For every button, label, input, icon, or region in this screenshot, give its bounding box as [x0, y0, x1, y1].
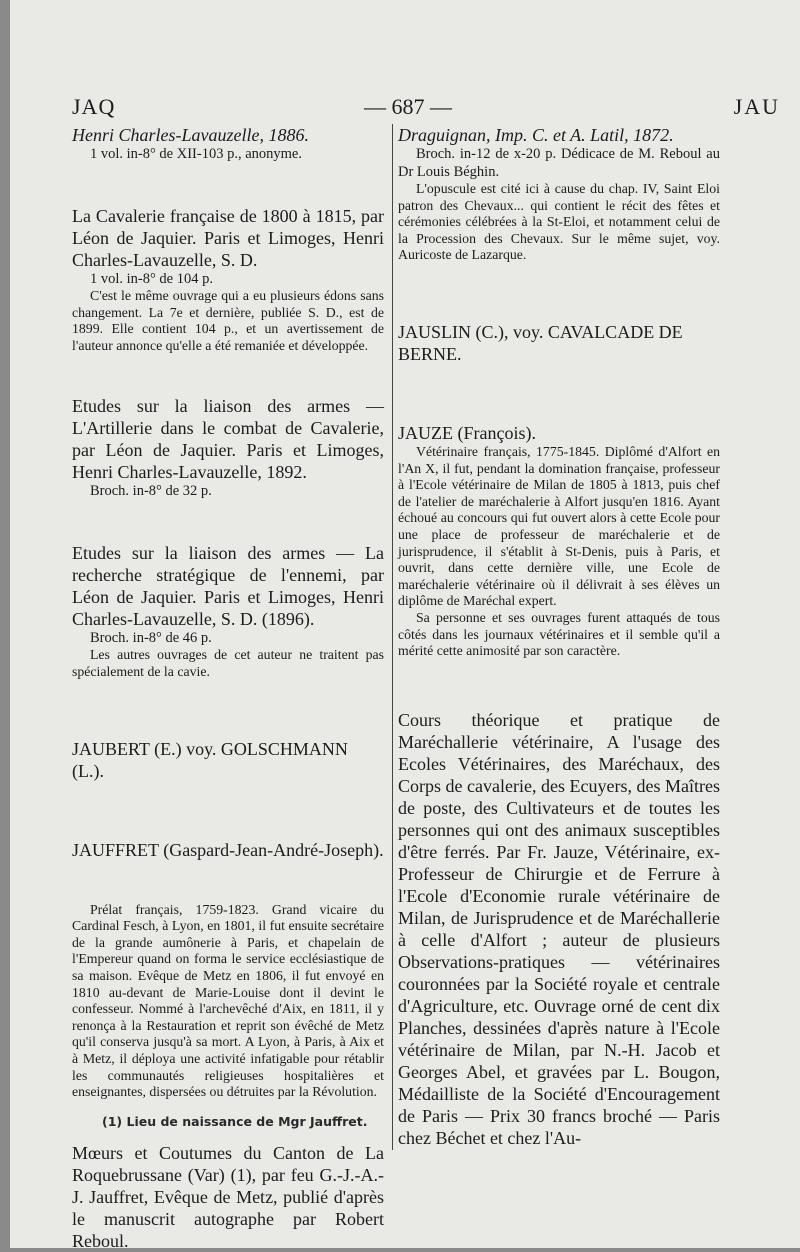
spacer: [398, 675, 720, 693]
entry-heading: JAUSLIN (C.), voy. CAVALCADE DE BERNE.: [398, 321, 683, 364]
paragraph: Broch. in-8° de 32 p.: [90, 483, 212, 500]
spacer: [398, 380, 720, 406]
spacer: [72, 876, 384, 886]
footnote: (1) Lieu de naissance de Mgr Jauffret.: [102, 1114, 368, 1129]
paragraph: Draguignan, Imp. C. et A. Latil, 1872.: [398, 125, 674, 145]
header-left-word: JAQ: [72, 94, 116, 119]
paragraph: Les autres ouvrages de cet auteur ne traitent pas spécialement de la cavie.: [72, 647, 384, 679]
paragraph: Prélat français, 1759-1823. Grand vicaire du Cardinal Fesch, à Lyon, en 1801, il fut ensuite secrétaire de la grande aumônerie à Paris, et chapelain de l'Empereur quand on forma le service ecclésiastique de sa maison. Evêque de Metz en 1806, il fut envoyé en 1810 au-devant de Marie-Louise dont il devint le confesseur. Nommé à l'archevêché d'Aix, en 1811, il y renonça à la Restauration et reprit son évêché de Metz qu'il conserva jusqu'à sa mort. A Lyon, à Paris, à Aix et à Metz, il déploya une activité infatigable pour rétablir les communautés religieuses hospitalières et enseignantes, dispersées ou détruites par la Révolution.: [72, 901, 384, 1100]
header-right-word: JAU: [733, 94, 780, 119]
paragraph: Henri Charles-Lavauzelle, 1886.: [72, 125, 309, 145]
paragraph: L'opuscule est cité ici à cause du chap. IV, Saint Eloi patron des Chevaux... qui contient le récit des fêtes et cérémonies célébrées à la St-Eloi, et notamment celui de la Procession des Chevaux. Sur le même sujet, voy. Auricoste de Lazarque.: [398, 181, 720, 263]
running-header: [72, 94, 800, 124]
paragraph: Mœurs et Coutumes du Canton de La Roquebrussane (Var) (1), par feu G.-J.-A.-J. Jauffret, Evêque de Metz, publié d'après le manuscrit autographe par Robert Reboul.: [72, 1142, 384, 1251]
paragraph: Vétérinaire français, 1775-1845. Diplômé d'Alfort en l'An X, il fut, pendant la domination française, professeur à l'Ecole vétérinaire de Milan de 1805 à 1813, puis chef de l'atelier de maréchalerie à Alfort jusqu'en 1816. Ayant échoué au concours qui fut ouvert alors à cette Ecole pour une place de professeur de maréchalerie et de jurisprudence, il s'établit à St-Denis, puis à Paris, et ouvrit, dans cette dernière ville, une Ecole de maréchalerie vétérinaire où il délivrait à ses élèves un diplôme de Maréchal expert.: [398, 443, 720, 609]
column-divider: [392, 124, 393, 1150]
paragraph: Etudes sur la liaison des armes — L'Artillerie dans le combat de Cavalerie, par Léon de Jaquier. Paris et Limoges, Henri Charles-Lavauzelle, 1892.: [72, 396, 384, 483]
paragraph: Broch. in-8° de 46 p.: [90, 629, 212, 646]
left-column: [72, 124, 384, 1252]
paragraph: Broch. in-12 de x-20 p. Dédicace de M. Reboul au Dr Louis Béghin.: [398, 146, 720, 180]
paragraph: La Cavalerie française de 1800 à 1815, par Léon de Jaquier. Paris et Limoges, Henri Charles-Lavauzelle, S. D.: [72, 205, 384, 270]
entry-heading: JAUFFRET (Gaspard-Jean-André-Joseph).: [72, 839, 384, 860]
book-page: [10, 0, 800, 1251]
page-number: — 687 —: [364, 94, 452, 119]
right-column: [398, 124, 720, 1149]
paragraph: Sa personne et ses ouvrages furent attaqués de tous côtés dans les journaux vétérinaires et il semble qu'il a mérité cette animosité par son caractère.: [398, 609, 720, 659]
spacer: [398, 279, 720, 305]
spacer: [72, 370, 384, 380]
spacer: [72, 696, 384, 722]
entry-heading: JAUZE (François).: [398, 422, 536, 443]
spacer: [72, 516, 384, 526]
paragraph: Etudes sur la liaison des armes — La recherche stratégique de l'ennemi, par Léon de Jaquier. Paris et Limoges, Henri Charles-Lavauzelle, S. D. (1896).: [72, 542, 384, 629]
spacer: [72, 179, 384, 189]
paragraph: C'est le même ouvrage qui a eu plusieurs édons sans changement. La 7e et dernière, publiée S. D., est de 1899. Elle contient 104 p., et un avertissement de l'auteur annonce qu'elle a été remaniée et développée.: [72, 288, 384, 353]
paragraph: 1 vol. in-8° de 104 p.: [90, 270, 213, 287]
entry-heading: JAUBERT (E.) voy. GOLSCHMANN (L.).: [72, 738, 348, 781]
spacer: [72, 797, 384, 823]
paragraph: Cours théorique et pratique de Maréchallerie vétérinaire, A l'usage des Ecoles Vétérinaires, des Maréchaux, des Corps de cavalerie, des Ecuyers, des Maîtres de poste, des Cultivateurs et de toutes les personnes qui ont des animaux susceptibles d'être ferrés. Par Fr. Jauze, Vétérinaire, ex-Professeur de Chirurgie et de Ferrure à l'Ecole d'Economie rurale vétérinaire de Milan, de Jurisprudence et de Maréchallerie à celle d'Alfort ; auteur de plusieurs Observations-pratiques — vétérinaires couronnées par la Société royale et centrale d'Agriculture, etc. Ouvrage orné de cent dix Planches, dessinées d'après nature à l'Ecole vétérinaire de Milan, par N.-H. Jacob et Georges Abel, et gravées par L. Bougon, Médailliste de la Société d'Encouragement de Paris — Prix 30 francs broché — Paris chez Béchet et chez l'Au-: [398, 709, 720, 1148]
paragraph: 1 vol. in-8° de XII-103 p., anonyme.: [90, 146, 302, 162]
